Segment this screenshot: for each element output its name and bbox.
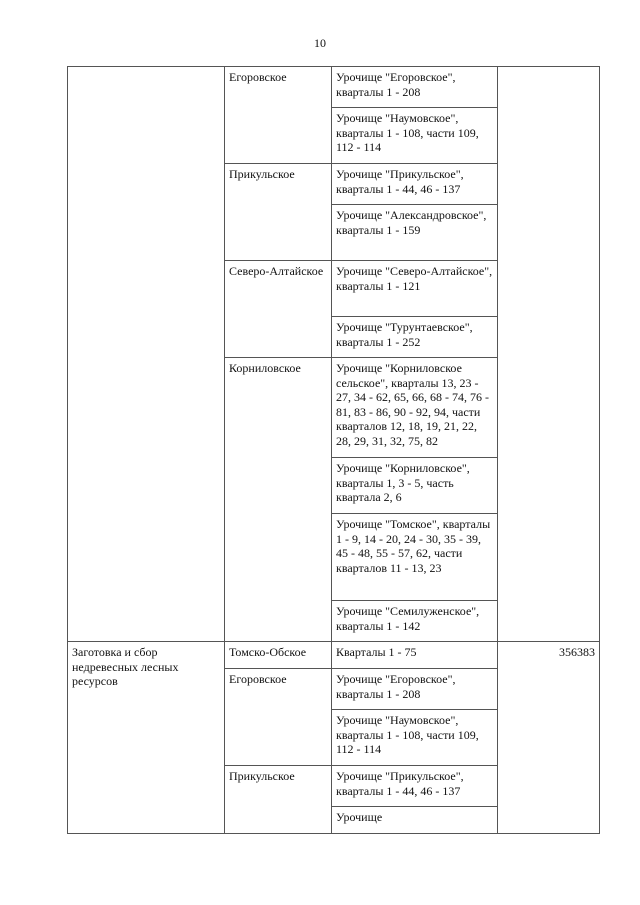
tract-cell: Урочище "Александровское", кварталы 1 - 159: [332, 205, 498, 261]
forestry-cell: Томско-Обское: [225, 642, 332, 669]
forestry-cell: Егоровское: [225, 67, 332, 164]
forestry-table: [67, 66, 600, 834]
forestry-cell: Прикульское: [225, 766, 332, 834]
tract-cell: Кварталы 1 - 75: [332, 642, 498, 669]
tract-cell: Урочище "Корниловское", кварталы 1, 3 - 5, часть квартала 2, 6: [332, 458, 498, 514]
area-cell: [498, 67, 600, 642]
tract-cell: Урочище "Наумовское", кварталы 1 - 108, части 109, 112 - 114: [332, 108, 498, 164]
tract-cell: Урочище "Северо-Алтайское", кварталы 1 - 121: [332, 261, 498, 317]
activity-cell: [68, 67, 225, 642]
tract-cell: Урочище "Томское", кварталы 1 - 9, 14 - 20, 24 - 30, 35 - 39, 45 - 48, 55 - 57, 62, части кварталов 11 - 13, 23: [332, 514, 498, 601]
tract-cell: Урочище: [332, 807, 498, 834]
forestry-cell: Егоровское: [225, 669, 332, 766]
activity-cell: Заготовка и сбор недревесных лесных ресурсов: [68, 642, 225, 834]
forestry-cell: Северо-Алтайское: [225, 261, 332, 358]
forestry-cell: Прикульское: [225, 164, 332, 261]
tract-cell: Урочище "Наумовское", кварталы 1 - 108, части 109, 112 - 114: [332, 710, 498, 766]
area-cell: 356383: [498, 642, 600, 834]
forestry-cell: Корниловское: [225, 358, 332, 642]
tract-cell: Урочище "Прикульское", кварталы 1 - 44, 46 - 137: [332, 164, 498, 205]
table-row: [68, 67, 600, 108]
tract-cell: Урочище "Корниловское сельское", кварталы 13, 23 - 27, 34 - 62, 65, 66, 68 - 74, 76 - 81, 83 - 86, 90 - 92, 94, части кварталов 12, 18, 19, 21, 22, 28, 29, 31, 32, 75, 82: [332, 358, 498, 458]
tract-cell: Урочище "Егоровское", кварталы 1 - 208: [332, 669, 498, 710]
tract-cell: Урочище "Прикульское", кварталы 1 - 44, 46 - 137: [332, 766, 498, 807]
tract-cell: Урочище "Егоровское", кварталы 1 - 208: [332, 67, 498, 108]
tract-cell: Урочище "Турунтаевское", кварталы 1 - 252: [332, 317, 498, 358]
tract-cell: Урочище "Семилуженское", кварталы 1 - 142: [332, 601, 498, 642]
page-number: 10: [314, 36, 326, 50]
table-row: [68, 642, 600, 669]
